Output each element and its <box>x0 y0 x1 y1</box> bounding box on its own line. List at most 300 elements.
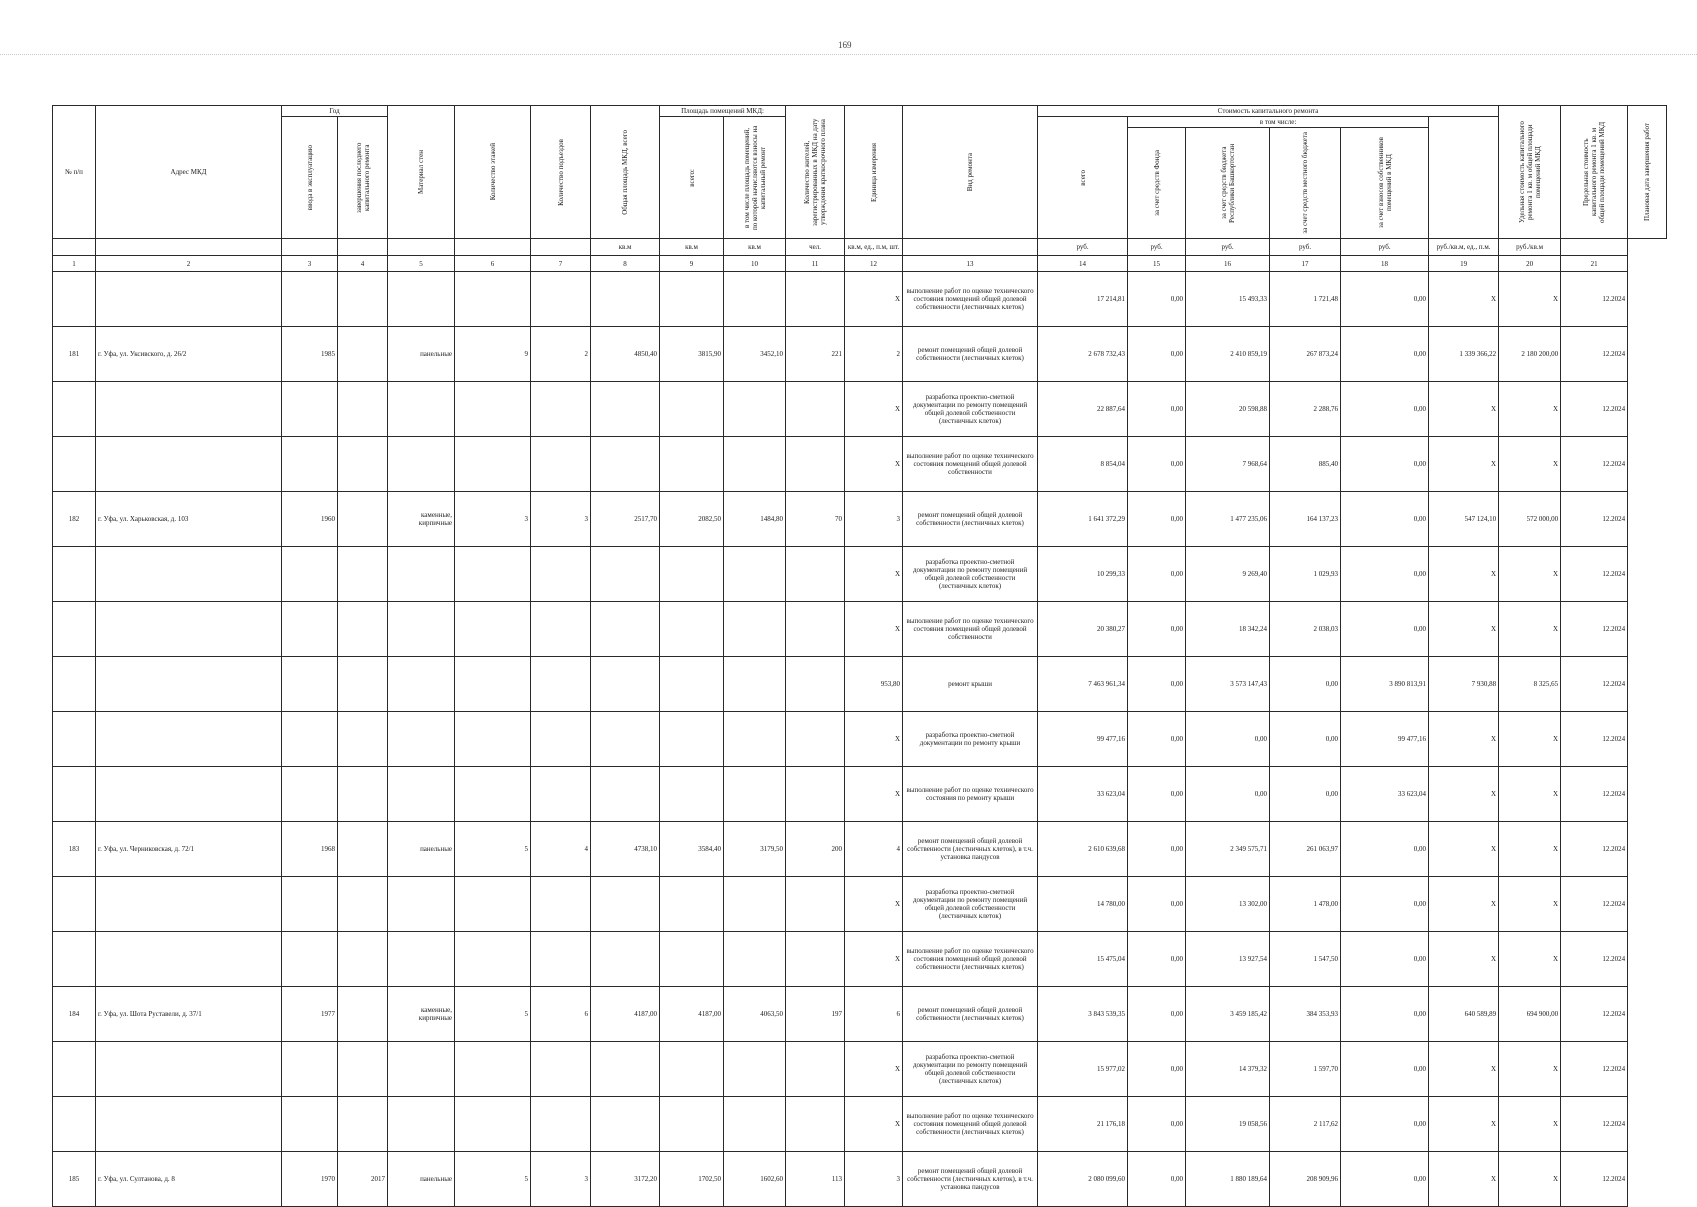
premises-paying-cell <box>724 437 786 492</box>
local-cell: 2 038,03 <box>1270 602 1341 657</box>
col-wall-header <box>388 106 455 239</box>
row-number: 182 <box>53 492 96 547</box>
year-repair-cell <box>338 547 388 602</box>
premises-paying-cell: 1602,60 <box>724 1152 786 1207</box>
unit-cost-cell: X <box>1429 1152 1499 1207</box>
unit-cell <box>53 239 96 256</box>
column-numbers-row <box>53 256 1667 272</box>
premises-paying-cell <box>724 657 786 712</box>
units-row <box>53 239 1667 256</box>
fund-cell: 0,00 <box>1128 822 1186 877</box>
residents-cell: 70 <box>786 492 845 547</box>
unit-cell <box>455 239 531 256</box>
wall-material-cell <box>388 272 455 327</box>
col-address-header: Адрес МКД <box>96 106 282 239</box>
unit-cost-cell: 7 930,88 <box>1429 657 1499 712</box>
col-cost-total-header <box>1038 117 1128 239</box>
floors-cell <box>455 547 531 602</box>
wall-material-cell <box>388 932 455 987</box>
row-number <box>53 657 96 712</box>
premises-paying-cell <box>724 877 786 932</box>
fund-cell: 0,00 <box>1128 877 1186 932</box>
total-area-cell: 2517,70 <box>591 492 660 547</box>
local-cell: 1 029,93 <box>1270 547 1341 602</box>
year-commission-cell <box>282 767 338 822</box>
deadline-cell: 12.2024 <box>1561 382 1628 437</box>
total-area-cell: 4738,10 <box>591 822 660 877</box>
residents-cell <box>786 382 845 437</box>
unit-cell: 3 <box>845 1152 903 1207</box>
floors-cell <box>455 932 531 987</box>
premises-paying-cell <box>724 602 786 657</box>
premises-total-cell <box>660 767 724 822</box>
max-cost-cell: X <box>1499 1042 1561 1097</box>
total-area-cell <box>591 382 660 437</box>
max-cost-cell: X <box>1499 1152 1561 1207</box>
year-repair-cell: 2017 <box>338 1152 388 1207</box>
unit-cost-cell: X <box>1429 547 1499 602</box>
premises-total-cell <box>660 382 724 437</box>
premises-total-cell <box>660 712 724 767</box>
table-row <box>53 767 1667 822</box>
owners-cell: 99 477,16 <box>1341 712 1429 767</box>
year-commission-cell: 1985 <box>282 327 338 382</box>
floors-cell <box>455 767 531 822</box>
year-commission-cell <box>282 547 338 602</box>
address-cell <box>96 272 282 327</box>
col-fund-header <box>1128 128 1186 239</box>
address-cell <box>96 382 282 437</box>
unit-cell: X <box>845 767 903 822</box>
entrances-cell: 6 <box>531 987 591 1042</box>
premises-paying-cell <box>724 547 786 602</box>
table-row <box>53 382 1667 437</box>
year-repair-cell <box>338 657 388 712</box>
deadline-cell: 12.2024 <box>1561 492 1628 547</box>
header-row-1 <box>53 106 1667 117</box>
entrances-cell <box>531 382 591 437</box>
premises-total-cell: 3584,40 <box>660 822 724 877</box>
residents-cell <box>786 1097 845 1152</box>
republic-cell: 1 477 235,06 <box>1186 492 1270 547</box>
year-repair-cell <box>338 932 388 987</box>
column-number-cell: 12 <box>845 256 903 272</box>
local-cell: 267 873,24 <box>1270 327 1341 382</box>
unit-cell: 2 <box>845 327 903 382</box>
work-type-cell: выполнение работ по оценке технического состояния помещений общей долевой собственности (лестничных клеток) <box>903 932 1038 987</box>
col-work-type-header <box>903 106 1038 239</box>
column-number-cell: 18 <box>1341 256 1429 272</box>
floors-cell <box>455 382 531 437</box>
max-cost-cell: X <box>1499 382 1561 437</box>
residents-cell <box>786 767 845 822</box>
fund-cell: 0,00 <box>1128 602 1186 657</box>
owners-cell: 0,00 <box>1341 1097 1429 1152</box>
column-number-cell: 21 <box>1561 256 1628 272</box>
premises-total-cell: 3815,90 <box>660 327 724 382</box>
deadline-cell: 12.2024 <box>1561 1042 1628 1097</box>
floors-cell: 5 <box>455 1152 531 1207</box>
premises-paying-cell <box>724 1097 786 1152</box>
floors-cell <box>455 877 531 932</box>
year-commission-cell <box>282 382 338 437</box>
unit-cell <box>1561 239 1628 256</box>
unit-cell: руб./кв.м <box>1499 239 1561 256</box>
year-repair-cell <box>338 327 388 382</box>
premises-total-cell: 4187,00 <box>660 987 724 1042</box>
work-type-cell: выполнение работ по оценке технического состояния помещений общей долевой собственности <box>903 602 1038 657</box>
year-repair-cell <box>338 1097 388 1152</box>
republic-cell: 2 410 859,19 <box>1186 327 1270 382</box>
unit-cost-cell: 547 124,10 <box>1429 492 1499 547</box>
unit-cell: 6 <box>845 987 903 1042</box>
deadline-cell: 12.2024 <box>1561 822 1628 877</box>
republic-cell: 18 342,24 <box>1186 602 1270 657</box>
address-cell <box>96 602 282 657</box>
premises-total-cell <box>660 877 724 932</box>
year-repair-cell <box>338 877 388 932</box>
address-cell: г. Уфа, ул. Шота Руставели, д. 37/1 <box>96 987 282 1042</box>
wall-material-cell: панельные <box>388 327 455 382</box>
address-cell <box>96 1042 282 1097</box>
entrances-cell <box>531 1097 591 1152</box>
work-type-cell: ремонт помещений общей долевой собственности (лестничных клеток), в т.ч. установка пандусов <box>903 822 1038 877</box>
year-commission-cell <box>282 657 338 712</box>
table-row <box>53 272 1667 327</box>
max-cost-cell: 572 000,00 <box>1499 492 1561 547</box>
table-row <box>53 602 1667 657</box>
max-cost-label: Предельная стоимость капитального ремонта 1 кв. м общей площади помещений МКД <box>1582 121 1607 223</box>
year-commission-cell <box>282 877 338 932</box>
floors-cell <box>455 657 531 712</box>
year-repair-cell <box>338 437 388 492</box>
entrances-cell <box>531 932 591 987</box>
unit-cell: руб. <box>1186 239 1270 256</box>
entrances-cell <box>531 877 591 932</box>
unit-cost-cell: 640 589,89 <box>1429 987 1499 1042</box>
year-commission-cell: 1960 <box>282 492 338 547</box>
owners-cell: 0,00 <box>1341 327 1429 382</box>
premises-paying-cell: 3179,50 <box>724 822 786 877</box>
floors-cell: 3 <box>455 492 531 547</box>
unit-cell: руб. <box>1038 239 1128 256</box>
work-type-cell: ремонт крыши <box>903 657 1038 712</box>
year-last-repair-label: завершения последнего капитального ремонта <box>354 142 371 213</box>
column-number-cell: 15 <box>1128 256 1186 272</box>
table-row <box>53 987 1667 1042</box>
cost-total-cell: 17 214,81 <box>1038 272 1128 327</box>
total-area-cell <box>591 932 660 987</box>
year-commission-cell: 1970 <box>282 1152 338 1207</box>
cost-total-cell: 7 463 961,34 <box>1038 657 1128 712</box>
unit-cell <box>388 239 455 256</box>
row-number: 183 <box>53 822 96 877</box>
floors-cell <box>455 1097 531 1152</box>
column-number-cell: 5 <box>388 256 455 272</box>
fund-cell: 0,00 <box>1128 437 1186 492</box>
local-cell: 2 117,62 <box>1270 1097 1341 1152</box>
capital-repair-table <box>52 105 1667 1207</box>
unit-cost-cell: X <box>1429 272 1499 327</box>
column-number-cell: 1 <box>53 256 96 272</box>
wall-material-cell <box>388 712 455 767</box>
entrances-label: Количество подъездов <box>556 138 565 206</box>
col-incl-header: в том числе: <box>1128 117 1429 128</box>
unit-cell: руб./кв.м, ед., п.м. <box>1429 239 1499 256</box>
table-row <box>53 1042 1667 1097</box>
residents-cell: 221 <box>786 327 845 382</box>
unit-cell: кв.м, ед., п.м, шт. <box>845 239 903 256</box>
year-repair-cell <box>338 602 388 657</box>
cost-total-cell: 21 176,18 <box>1038 1097 1128 1152</box>
column-number-cell: 2 <box>96 256 282 272</box>
republic-cell: 0,00 <box>1186 712 1270 767</box>
republic-cell: 14 379,32 <box>1186 1042 1270 1097</box>
row-number <box>53 272 96 327</box>
premises-paying-cell <box>724 932 786 987</box>
row-number: 181 <box>53 327 96 382</box>
max-cost-cell: X <box>1499 272 1561 327</box>
cost-total-cell: 15 977,02 <box>1038 1042 1128 1097</box>
work-type-label: Вид ремонта <box>966 152 975 192</box>
address-cell <box>96 657 282 712</box>
unit-cell <box>903 239 1038 256</box>
col-premises-paying-header <box>724 117 786 239</box>
year-commission-label: ввода в эксплуатацию <box>305 144 314 211</box>
year-repair-cell <box>338 822 388 877</box>
row-number <box>53 1042 96 1097</box>
table-row <box>53 932 1667 987</box>
floors-label: Количество этажей <box>488 143 497 201</box>
fund-cell: 0,00 <box>1128 327 1186 382</box>
fund-cell: 0,00 <box>1128 1097 1186 1152</box>
deadline-cell: 12.2024 <box>1561 327 1628 382</box>
premises-paying-cell: 4063,50 <box>724 987 786 1042</box>
col-cost-header: Стоимость капитального ремонта <box>1038 106 1499 117</box>
deadline-cell: 12.2024 <box>1561 712 1628 767</box>
row-number <box>53 382 96 437</box>
republic-cell: 15 493,33 <box>1186 272 1270 327</box>
total-area-cell: 4850,40 <box>591 327 660 382</box>
floors-cell: 9 <box>455 327 531 382</box>
wall-material-cell: панельные <box>388 1152 455 1207</box>
max-cost-cell: X <box>1499 822 1561 877</box>
wall-material-cell <box>388 437 455 492</box>
year-commission-cell <box>282 932 338 987</box>
table-row <box>53 1097 1667 1152</box>
local-cell: 0,00 <box>1270 767 1341 822</box>
local-cell: 384 353,93 <box>1270 987 1341 1042</box>
unit-cell: X <box>845 1042 903 1097</box>
unit-cell: X <box>845 712 903 767</box>
unit-cost-cell: X <box>1429 1097 1499 1152</box>
floors-cell <box>455 712 531 767</box>
owners-cell: 0,00 <box>1341 547 1429 602</box>
cost-total-label: всего <box>1078 169 1087 186</box>
entrances-cell <box>531 1042 591 1097</box>
unit-cell: X <box>845 437 903 492</box>
address-cell <box>96 877 282 932</box>
owners-cell: 0,00 <box>1341 272 1429 327</box>
unit-cell <box>531 239 591 256</box>
unit-cost-cell: X <box>1429 382 1499 437</box>
work-type-cell: разработка проектно-сметной документации по ремонту помещений общей долевой собственности (лестничных клеток) <box>903 547 1038 602</box>
max-cost-cell: X <box>1499 767 1561 822</box>
total-area-cell <box>591 712 660 767</box>
unit-cost-cell: 1 339 366,22 <box>1429 327 1499 382</box>
deadline-cell: 12.2024 <box>1561 437 1628 492</box>
max-cost-cell: X <box>1499 437 1561 492</box>
year-repair-cell <box>338 987 388 1042</box>
table-row <box>53 437 1667 492</box>
unit-cost-label: Удельная стоимость капитального ремонта 1 кв. м общей площади помещений МКД <box>1517 121 1542 223</box>
total-area-cell: 4187,00 <box>591 987 660 1042</box>
entrances-cell: 4 <box>531 822 591 877</box>
premises-paying-cell <box>724 382 786 437</box>
unit-cell: 4 <box>845 822 903 877</box>
premises-total-cell: 1702,50 <box>660 1152 724 1207</box>
address-cell: г. Уфа, ул. Харьковская, д. 103 <box>96 492 282 547</box>
address-cell <box>96 767 282 822</box>
republic-cell: 3 459 185,42 <box>1186 987 1270 1042</box>
total-area-cell <box>591 547 660 602</box>
deadline-cell: 12.2024 <box>1561 877 1628 932</box>
residents-cell: 197 <box>786 987 845 1042</box>
residents-cell <box>786 602 845 657</box>
fund-cell: 0,00 <box>1128 767 1186 822</box>
unit-cell: X <box>845 272 903 327</box>
year-commission-cell <box>282 602 338 657</box>
premises-total-cell <box>660 1097 724 1152</box>
column-number-cell: 11 <box>786 256 845 272</box>
owners-cell: 0,00 <box>1341 987 1429 1042</box>
owners-label: за счет взносов собственников помещений в МКД <box>1376 137 1393 229</box>
floors-cell <box>455 437 531 492</box>
cost-total-cell: 2 678 732,43 <box>1038 327 1128 382</box>
floors-cell <box>455 1042 531 1097</box>
premises-total-cell: 2082,50 <box>660 492 724 547</box>
table-row <box>53 712 1667 767</box>
republic-cell: 20 598,88 <box>1186 382 1270 437</box>
unit-cell: X <box>845 1097 903 1152</box>
page-number: 169 <box>838 40 852 50</box>
republic-cell: 9 269,40 <box>1186 547 1270 602</box>
column-number-cell: 7 <box>531 256 591 272</box>
deadline-cell: 12.2024 <box>1561 657 1628 712</box>
address-cell <box>96 547 282 602</box>
year-commission-cell <box>282 1042 338 1097</box>
year-commission-cell: 1977 <box>282 987 338 1042</box>
owners-cell: 0,00 <box>1341 932 1429 987</box>
entrances-cell <box>531 272 591 327</box>
fund-cell: 0,00 <box>1128 382 1186 437</box>
unit-cell <box>96 239 282 256</box>
col-floors-header <box>455 106 531 239</box>
floors-cell: 5 <box>455 987 531 1042</box>
max-cost-cell: X <box>1499 1097 1561 1152</box>
max-cost-cell: X <box>1499 877 1561 932</box>
col-total-area-header <box>591 106 660 239</box>
wall-material-cell <box>388 382 455 437</box>
work-type-cell: разработка проектно-сметной документации по ремонту крыши <box>903 712 1038 767</box>
republic-cell: 19 058,56 <box>1186 1097 1270 1152</box>
deadline-cell: 12.2024 <box>1561 987 1628 1042</box>
premises-paying-cell <box>724 767 786 822</box>
local-cell: 164 137,23 <box>1270 492 1341 547</box>
total-area-cell <box>591 1042 660 1097</box>
year-commission-cell <box>282 437 338 492</box>
premises-paying-cell <box>724 1042 786 1097</box>
residents-cell <box>786 657 845 712</box>
republic-cell: 3 573 147,43 <box>1186 657 1270 712</box>
deadline-cell: 12.2024 <box>1561 767 1628 822</box>
cost-total-cell: 10 299,33 <box>1038 547 1128 602</box>
premises-total-cell <box>660 657 724 712</box>
cost-total-cell: 15 475,04 <box>1038 932 1128 987</box>
col-residents-header <box>786 106 845 239</box>
cost-total-cell: 2 610 639,68 <box>1038 822 1128 877</box>
address-cell: г. Уфа, ул. Черниковская, д. 72/1 <box>96 822 282 877</box>
col-local-header <box>1270 128 1341 239</box>
total-area-cell <box>591 602 660 657</box>
row-number <box>53 932 96 987</box>
wall-material-cell: панельные <box>388 822 455 877</box>
work-type-cell: выполнение работ по оценке технического состояния помещений общей долевой собственности <box>903 437 1038 492</box>
residents-cell <box>786 272 845 327</box>
premises-total-cell <box>660 547 724 602</box>
unit-cell: 3 <box>845 492 903 547</box>
fund-cell: 0,00 <box>1128 272 1186 327</box>
deadline-cell: 12.2024 <box>1561 602 1628 657</box>
entrances-cell <box>531 437 591 492</box>
row-number <box>53 437 96 492</box>
unit-cell: кв.м <box>724 239 786 256</box>
republic-cell: 2 349 575,71 <box>1186 822 1270 877</box>
owners-cell: 3 890 813,91 <box>1341 657 1429 712</box>
total-area-cell <box>591 657 660 712</box>
cost-total-cell: 1 641 372,29 <box>1038 492 1128 547</box>
work-type-cell: разработка проектно-сметной документации по ремонту помещений общей долевой собственности (лестничных клеток) <box>903 1042 1038 1097</box>
row-number <box>53 1097 96 1152</box>
local-label: за счет средств местного бюджета <box>1301 132 1310 234</box>
premises-paying-cell: 3452,10 <box>724 327 786 382</box>
column-number-cell: 10 <box>724 256 786 272</box>
unit-cell: кв.м <box>591 239 660 256</box>
premises-total-cell <box>660 602 724 657</box>
deadline-cell: 12.2024 <box>1561 272 1628 327</box>
year-repair-cell <box>338 272 388 327</box>
entrances-cell <box>531 602 591 657</box>
local-cell: 208 909,96 <box>1270 1152 1341 1207</box>
work-type-cell: разработка проектно-сметной документации по ремонту помещений общей долевой собственности (лестничных клеток) <box>903 877 1038 932</box>
column-number-cell: 13 <box>903 256 1038 272</box>
entrances-cell <box>531 767 591 822</box>
unit-cost-cell: X <box>1429 1042 1499 1097</box>
row-number <box>53 712 96 767</box>
deadline-cell: 12.2024 <box>1561 1097 1628 1152</box>
wall-material-cell <box>388 1097 455 1152</box>
table-row <box>53 877 1667 932</box>
entrances-cell <box>531 547 591 602</box>
address-cell: г. Уфа, ул. Уксивского, д. 26/2 <box>96 327 282 382</box>
row-number: 184 <box>53 987 96 1042</box>
address-cell <box>96 712 282 767</box>
wall-material-cell: каменные, кирпичные <box>388 987 455 1042</box>
entrances-cell: 3 <box>531 1152 591 1207</box>
table-row <box>53 822 1667 877</box>
republic-cell: 13 302,00 <box>1186 877 1270 932</box>
fund-cell: 0,00 <box>1128 987 1186 1042</box>
